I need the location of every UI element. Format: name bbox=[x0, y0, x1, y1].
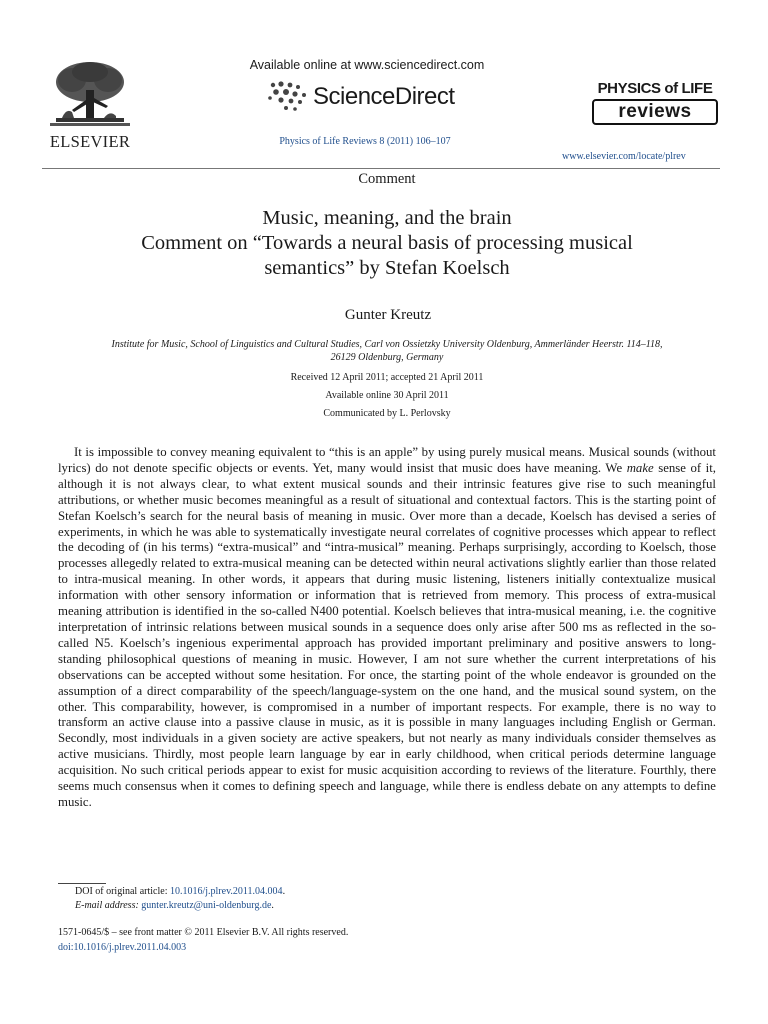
body-text-part-1: It is impossible to convey meaning equivalent to “this is an apple” by using purely musical means. Musical sounds (without lyrics) do not denote specific objects or events. Yet, many would insist that music does have meaning. We bbox=[58, 445, 716, 475]
header-divider bbox=[42, 168, 720, 169]
available-online-label: Available online at www.sciencedirect.com bbox=[249, 58, 485, 72]
body-paragraph bbox=[58, 445, 716, 811]
footnote-email bbox=[75, 900, 274, 911]
communicated-text: Communicated by L. Perlovsky bbox=[323, 408, 451, 419]
sciencedirect-logo[interactable] bbox=[265, 80, 475, 116]
article-title bbox=[80, 206, 694, 281]
body-emphasis: make bbox=[626, 460, 654, 475]
footnote-doi-link[interactable]: 10.1016/j.plrev.2011.04.004 bbox=[169, 886, 283, 897]
footnote-rule bbox=[58, 883, 106, 884]
issn-line: 1571-0645/$ – see front matter © 2011 Elsevier B.V. All rights reserved. bbox=[58, 927, 349, 938]
journal-citation-link[interactable]: Physics of Life Reviews 8 (2011) 106–107 bbox=[279, 136, 451, 147]
article-doi-link[interactable]: doi:10.1016/j.plrev.2011.04.003 bbox=[58, 942, 187, 953]
available-online-text bbox=[0, 58, 768, 72]
journal-url-link[interactable]: www.elsevier.com/locate/plrev bbox=[562, 151, 686, 162]
author-name: Gunter Kreutz bbox=[344, 307, 432, 323]
communicated-by bbox=[0, 408, 768, 419]
sciencedirect-label: ScienceDirect bbox=[313, 83, 455, 110]
journal-logo-title: PHYSICS of LIFE bbox=[597, 80, 713, 97]
journal-logo-box bbox=[592, 99, 718, 125]
affiliation-line-1: Institute for Music, School of Linguistics and Cultural Studies, Carl von Ossietzky University Oldenburg, Ammerländer Heerstr. 114–118, bbox=[111, 339, 663, 350]
footnote-email-end: . bbox=[271, 900, 274, 911]
sciencedirect-dots-icon bbox=[265, 80, 311, 114]
received-text: Received 12 April 2011; accepted 21 April 2011 bbox=[290, 372, 484, 383]
publisher-name: ELSEVIER bbox=[49, 132, 131, 151]
body-text-part-2: sense of it, although it is not always clear, to what extent musical sounds and their intrinsic features give rise to such meaningful attributions, or whether music becomes meaningful as a result of situational and contextual factors. This is the starting point of Stefan Koelsch’s search for the neural basis of meaning in music. Over more than a decade, Koelsch has devised a series of experiments, in which he was able to systematically investigate neural correlates of cognitive processes which appear to reflect the decoding of (in his terms) “extra-musical” and “intra-musical” meaning. Perhaps surprisingly, according to Koelsch, those processes allegedly related to extra-musical meaning can be detected within neural activations slightly earlier than those related to intra-musical meaning. In other words, it appears that during music listening, listeners initially contextualize musical information with other sensory information or information that is retrieved from memory. This process of extra-musical meaning attribution is identified in the so-called N400 potential. Koelsch believes that intra-musical meaning, i.e. the cognitive interpretation of intrinsic relations between musical sounds in a sequence does only arise after 500 ms as reflected in the so-called N5. Koelsch’s ingenious experimental approach has provided important preliminary and positive answers to long-standing philosophical questions of meaning in music. However, I am not sure whether the current interpretations of his observations can be accepted without some hesitation. For once, the starting point of the whole endeavor is grounded on the assumption of a direct comparability of the speech/language-system on the one hand, and the musical sound system, on the other. This comparability, however, is compromised in a number of important respects. For example, there is no way to transform an active clause into a passive clause in music, as it is possible in many languages including English or German. Secondly, most individuals in a given society are active speakers, but not nearly as many individuals consider themselves as active musicians. Thirdly, most people learn language by ear in early childhood, when critical periods determine language acquisition. No such critical periods appear to exist for music acquisition according to reviews of the literature. Fourthly, there seems much consensus when it comes to defining speech and language, while there is endless debate on any attempts to define music. bbox=[58, 460, 716, 809]
journal-logo-subtitle: reviews bbox=[618, 101, 692, 122]
affiliation-line-2: 26129 Oldenburg, Germany bbox=[330, 352, 444, 363]
title-line-1: Music, meaning, and the brain bbox=[262, 207, 512, 229]
footnote-doi-end: . bbox=[282, 886, 286, 897]
author-block bbox=[0, 307, 768, 324]
journal-citation bbox=[0, 136, 768, 147]
author-affiliation bbox=[60, 338, 714, 364]
journal-logo bbox=[592, 81, 718, 127]
footnote-email-link[interactable]: gunter.kreutz@uni-oldenburg.de bbox=[141, 900, 272, 911]
available-date bbox=[0, 390, 768, 401]
article-section bbox=[0, 171, 768, 188]
footnote-email-label: E-mail address: bbox=[75, 900, 142, 911]
received-dates bbox=[0, 372, 768, 383]
available-text: Available online 30 April 2011 bbox=[325, 390, 449, 401]
footnote-doi-label: DOI of original article: bbox=[75, 886, 170, 897]
title-line-2: Comment on “Towards a neural basis of processing musical bbox=[141, 232, 633, 254]
footnote-doi bbox=[75, 886, 285, 897]
title-line-3: semantics” by Stefan Koelsch bbox=[264, 257, 510, 279]
article-section-label: Comment bbox=[358, 171, 416, 187]
